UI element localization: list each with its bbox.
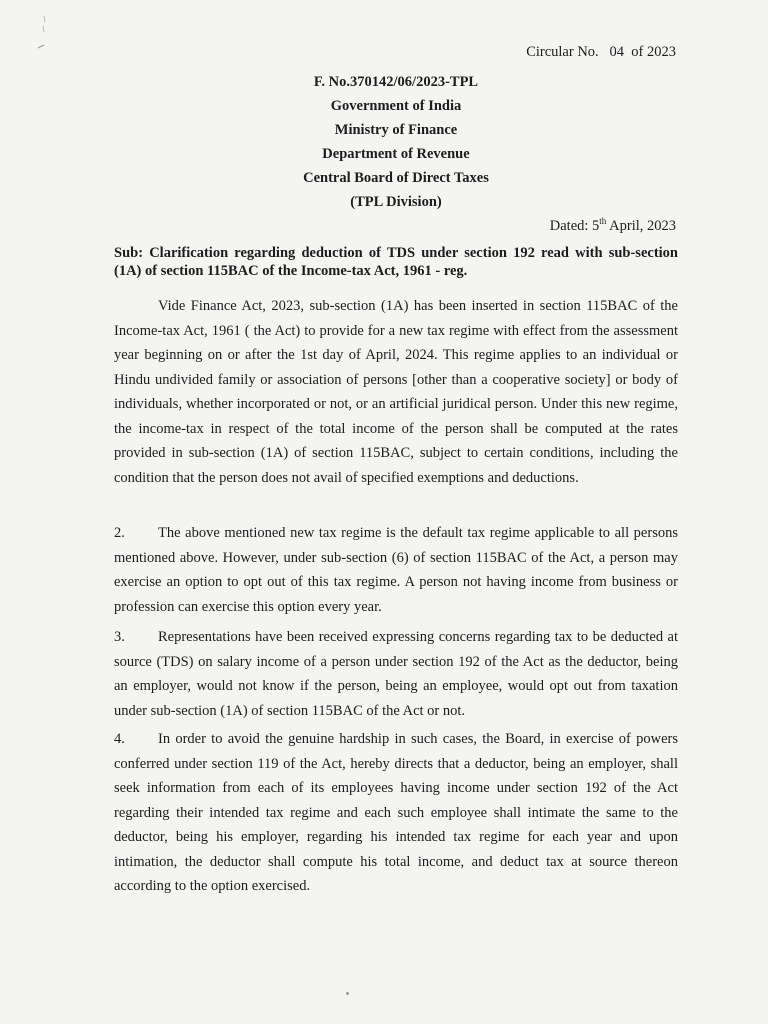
paragraph-number: 3. [114,629,125,645]
binding-marks-icon [32,14,52,54]
paragraph-text: The above mentioned new tax regime is the default tax regime applicable to all persons mentioned above. However, under sub-section (6) of section 115BAC of the Act, a person may exercise an option to opt out of this tax regime. A person not having income from business or profession can exercise this option every year. [114,525,678,615]
scan-speck [346,992,349,995]
division-line: (TPL Division) [350,194,442,210]
circular-number: Circular No. 04 of 2023 [526,44,676,60]
government-line: Government of India [330,98,462,114]
paragraph-3 [114,625,678,723]
ministry-line: Ministry of Finance [334,122,458,138]
document-heading [0,70,768,214]
paragraph-text: Vide Finance Act, 2023, sub-section (1A) has been inserted in section 115BAC of the Income-tax Act, 1961 ( the Act) to provide for a new tax regime with effect from the assessment year beginning on or after the 1st day of April, 2024. This regime applies to an individual or Hindu undivided family or association of persons [other than a cooperative society] or body of individuals, whether incorporated or not, or an artificial juridical person. Under this new regime, the income-tax in respect of the total income of the person shall be computed at the rates provided in sub-section (1A) of section 115BAC, subject to certain conditions, including the condition that the person does not avail of specified exemptions and deductions. [114,298,678,486]
paragraph-number: 2. [114,525,125,541]
paragraph-number: 4. [114,731,125,747]
subject-line: Sub: Clarification regarding deduction of TDS under section 192 read with sub-section (1A) of section 115BAC of the Income-tax Act, 1961 - reg. [114,245,678,279]
paragraph-text: In order to avoid the genuine hardship in such cases, the Board, in exercise of powers conferred under section 119 of the Act, hereby directs that a deductor, being an employer, shall seek information from each of its employees having income under section 192 of the Act regarding their intended tax regime and each such employee shall intimate the same to the deductor, being his employer, regarding his intended tax regime for each year and upon intimation, the deductor shall compute his total income, and deduct tax at source thereon according to the option exercised. [114,731,678,894]
date-ordinal: th [599,216,607,226]
paragraph-1 [114,294,678,490]
file-number: F. No.370142/06/2023-TPL [313,74,479,90]
date-prefix: Dated: 5 [549,218,600,234]
paragraph-4 [114,727,678,899]
date-suffix: April, 2023 [606,218,676,234]
paragraph-text: Representations have been received expressing concerns regarding tax to be deducted at source (TDS) on salary income of a person under section 192 of the Act as the deductor, being an employer, would not know if the person, being an employee, would opt out from taxation under sub-section (1A) of section 115BAC of the Act or not. [114,629,678,719]
department-line: Department of Revenue [322,146,470,162]
paragraph-2 [114,521,678,619]
document-date [550,216,676,235]
board-line: Central Board of Direct Taxes [303,170,489,186]
